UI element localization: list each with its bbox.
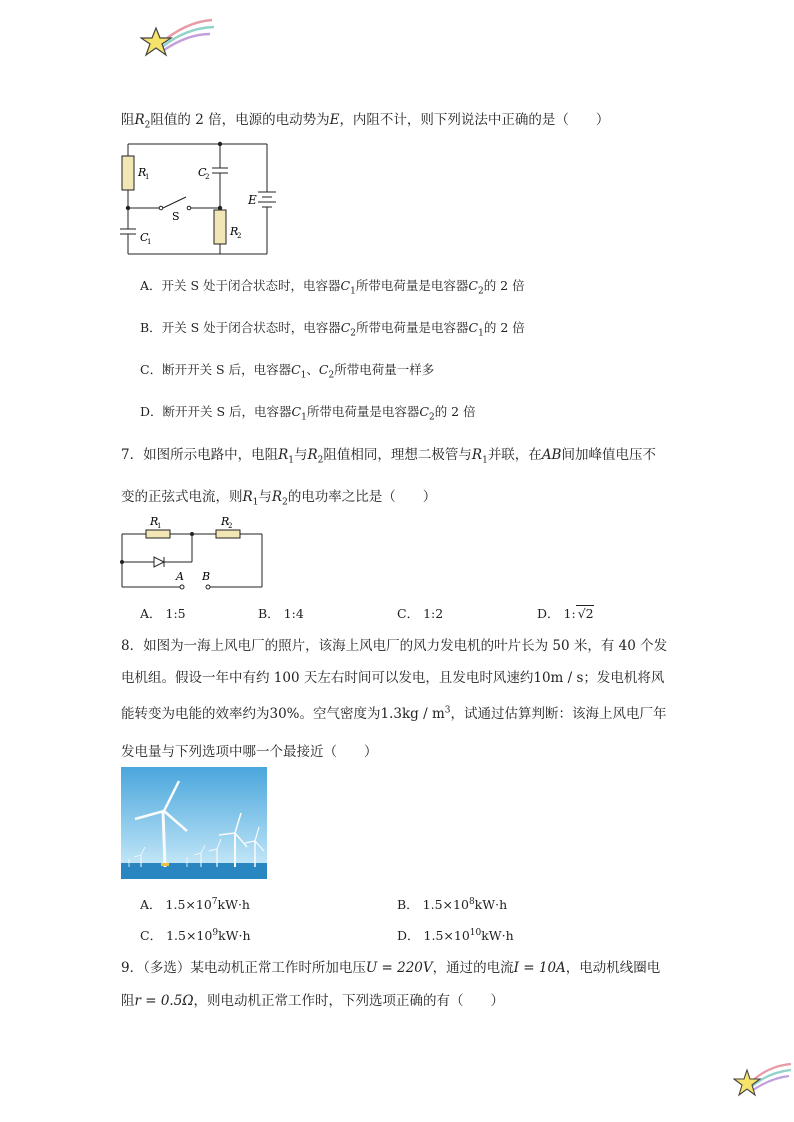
q6-label-e: E [248,193,257,207]
q9-line-2: 阻r = 0.5Ω，则电动机正常工作时，下列选项正确的有（ ） [121,993,505,1009]
shooting-star-icon [733,1060,793,1100]
svg-text:1: 1 [145,173,150,181]
q6-circuit-diagram [112,134,312,264]
q6-label-c2: C [198,166,207,179]
q7-label-b: B [202,570,211,583]
q7-option-d[interactable]: D． 1: √2 [537,606,594,621]
q8-option-a[interactable]: A． $1.5\times 10^7kW\cdot h$ [140,896,250,912]
q6-label-s: S [172,210,180,223]
q7-circuit-diagram [116,512,272,592]
q6-option-b[interactable]: B．开关 S 处于闭合状态时，电容器$C_2$所带电荷量是电容器$C_1$的 2 倍 [140,320,525,339]
q7-option-a[interactable]: A． 1:5 [140,606,186,621]
q6-option-d[interactable]: D．断开开关 S 后，电容器$C_1$所带电荷量是电容器$C_2$的 2 倍 [140,404,476,423]
q6-label-c1: C [140,231,149,244]
q8-line-1: 8．如图为一海上风电厂的照片，该海上风电厂的风力发电机的叶片长为 50 米，有 40 个发 [121,638,668,654]
q7-line-1: 7．如图所示电路中，电阻$R_1$与$R_2$阻值相同，理想二极管与$R_1$并联，在AB间加峰值电压不 [121,447,656,466]
q7-label-r2: R [221,515,230,528]
svg-text:1: 1 [147,238,152,246]
q8-option-d[interactable]: D． $1.5\times 10^{10}kW\cdot h$ [397,927,514,943]
shooting-star-icon [140,14,220,62]
q7-label-r1: R [150,515,159,528]
q8-option-c[interactable]: C． $1.5\times 10^9kW\cdot h$ [140,927,251,943]
q6-option-a[interactable]: A．开关 S 处于闭合状态时，电容器$C_1$所带电荷量是电容器$C_2$的 2 倍 [140,278,525,297]
wind-farm-photo [121,767,267,879]
q8-line-3: 能转变为电能的效率约为30%。空气密度为$1.3kg / m^3$，试通过估算判断：该海上风电厂年 [121,705,667,722]
q6-label-r2: R [230,225,239,238]
q8-line-2: 电机组。假设一年中有约 100 天左右时间可以发电，且发电时风速约10m / s；发电机将风 [121,670,665,686]
q8-option-b[interactable]: B． $1.5\times 10^8kW\cdot h$ [397,896,508,912]
q6-intro-line: 阻$R_2$阻值的 2 倍，电源的电动势为E，内阻不计，则下列说法中正确的是（ ） [121,112,610,131]
svg-text:2: 2 [205,173,210,181]
q6-label-r1: R [138,166,147,179]
svg-text:1: 1 [157,522,162,530]
q7-line-2: 变的正弦式电流，则$R_1$与$R_2$的电功率之比是（ ） [121,489,437,508]
q7-option-c[interactable]: C． 1:2 [397,606,444,621]
q7-label-a: A [176,570,184,583]
q9-line-1: 9．（多选）某电动机正常工作时所加电压U = 220V，通过的电流I = 10A，电动机线圈电 [121,960,661,976]
svg-text:2: 2 [237,232,242,240]
q7-option-b[interactable]: B． 1:4 [258,606,304,621]
q6-option-c[interactable]: C．断开开关 S 后，电容器$C_1$、$C_2$所带电荷量一样多 [140,362,435,381]
q8-line-4: 发电量与下列选项中哪一个最接近（ ） [121,744,378,760]
svg-text:2: 2 [228,522,233,530]
